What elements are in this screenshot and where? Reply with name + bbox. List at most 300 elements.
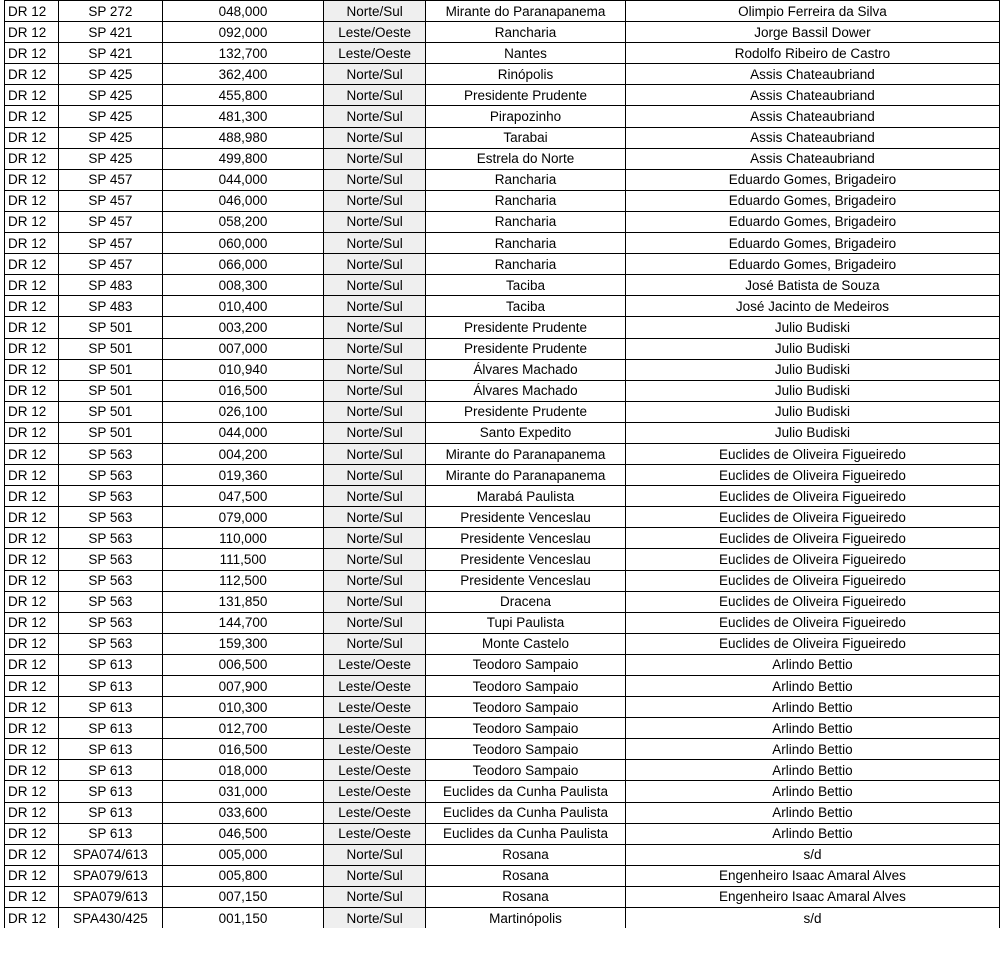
direction-cell: Norte/Sul: [324, 338, 426, 359]
table-row: [5, 338, 1000, 359]
km-cell: 131,850: [162, 591, 323, 612]
highway-cell: SP 613: [58, 654, 162, 675]
highway-cell: SP 501: [58, 338, 162, 359]
km-cell: 018,000: [162, 760, 323, 781]
municipality-cell: Taciba: [426, 296, 626, 317]
table-row: [5, 486, 1000, 507]
district-cell: DR 12: [5, 169, 59, 190]
table-row: [5, 739, 1000, 760]
municipality-cell: Taciba: [426, 275, 626, 296]
km-cell: 005,000: [162, 844, 323, 865]
table-row: [5, 549, 1000, 570]
highway-cell: SP 563: [58, 443, 162, 464]
direction-cell: Leste/Oeste: [324, 697, 426, 718]
district-cell: DR 12: [5, 317, 59, 338]
road-name-cell: Julio Budiski: [625, 380, 999, 401]
municipality-cell: Presidente Venceslau: [426, 528, 626, 549]
table-row: [5, 676, 1000, 697]
district-cell: DR 12: [5, 676, 59, 697]
km-cell: 026,100: [162, 401, 323, 422]
municipality-cell: Rosana: [426, 844, 626, 865]
km-cell: 010,300: [162, 697, 323, 718]
road-name-cell: Assis Chateaubriand: [625, 106, 999, 127]
direction-cell: Norte/Sul: [324, 233, 426, 254]
road-name-cell: Julio Budiski: [625, 422, 999, 443]
direction-cell: Norte/Sul: [324, 443, 426, 464]
district-cell: DR 12: [5, 908, 59, 929]
district-cell: DR 12: [5, 781, 59, 802]
district-cell: DR 12: [5, 190, 59, 211]
km-cell: 046,000: [162, 190, 323, 211]
road-name-cell: Julio Budiski: [625, 317, 999, 338]
municipality-cell: Tupi Paulista: [426, 612, 626, 633]
road-name-cell: Euclides de Oliveira Figueiredo: [625, 633, 999, 654]
table-row: [5, 528, 1000, 549]
highway-cell: SP 457: [58, 211, 162, 232]
road-name-cell: Arlindo Bettio: [625, 823, 999, 844]
highway-cell: SP 457: [58, 190, 162, 211]
municipality-cell: Dracena: [426, 591, 626, 612]
road-name-cell: Euclides de Oliveira Figueiredo: [625, 570, 999, 591]
highway-cell: SP 563: [58, 570, 162, 591]
direction-cell: Leste/Oeste: [324, 739, 426, 760]
municipality-cell: Santo Expedito: [426, 422, 626, 443]
district-cell: DR 12: [5, 465, 59, 486]
table-row: [5, 781, 1000, 802]
highway-cell: SP 425: [58, 85, 162, 106]
road-name-cell: Julio Budiski: [625, 338, 999, 359]
table-row: [5, 443, 1000, 464]
municipality-cell: Mirante do Paranapanema: [426, 465, 626, 486]
district-cell: DR 12: [5, 338, 59, 359]
km-cell: 007,900: [162, 676, 323, 697]
km-cell: 362,400: [162, 64, 323, 85]
district-cell: DR 12: [5, 22, 59, 43]
municipality-cell: Monte Castelo: [426, 633, 626, 654]
km-cell: 481,300: [162, 106, 323, 127]
km-cell: 455,800: [162, 85, 323, 106]
km-cell: 010,940: [162, 359, 323, 380]
district-cell: DR 12: [5, 633, 59, 654]
direction-cell: Norte/Sul: [324, 380, 426, 401]
district-cell: DR 12: [5, 570, 59, 591]
district-cell: DR 12: [5, 127, 59, 148]
direction-cell: Norte/Sul: [324, 612, 426, 633]
road-name-cell: s/d: [625, 844, 999, 865]
direction-cell: Norte/Sul: [324, 465, 426, 486]
district-cell: DR 12: [5, 823, 59, 844]
km-cell: 132,700: [162, 43, 323, 64]
road-name-cell: Arlindo Bettio: [625, 718, 999, 739]
municipality-cell: Presidente Prudente: [426, 401, 626, 422]
highway-cell: SP 483: [58, 275, 162, 296]
highway-cell: SPA079/613: [58, 865, 162, 886]
km-cell: 499,800: [162, 148, 323, 169]
highway-cell: SP 501: [58, 401, 162, 422]
highway-cell: SP 563: [58, 465, 162, 486]
road-name-cell: Euclides de Oliveira Figueiredo: [625, 486, 999, 507]
table-row: [5, 127, 1000, 148]
highway-cell: SP 563: [58, 507, 162, 528]
table-row: [5, 106, 1000, 127]
direction-cell: Leste/Oeste: [324, 676, 426, 697]
district-cell: DR 12: [5, 549, 59, 570]
table-row: [5, 233, 1000, 254]
road-name-cell: Julio Budiski: [625, 401, 999, 422]
district-cell: DR 12: [5, 844, 59, 865]
municipality-cell: Teodoro Sampaio: [426, 718, 626, 739]
direction-cell: Norte/Sul: [324, 570, 426, 591]
km-cell: 012,700: [162, 718, 323, 739]
municipality-cell: Rancharia: [426, 22, 626, 43]
district-cell: DR 12: [5, 1, 59, 22]
km-cell: 092,000: [162, 22, 323, 43]
highway-cell: SP 457: [58, 254, 162, 275]
km-cell: 004,200: [162, 443, 323, 464]
direction-cell: Norte/Sul: [324, 296, 426, 317]
municipality-cell: Rancharia: [426, 233, 626, 254]
table-row: [5, 570, 1000, 591]
municipality-cell: Álvares Machado: [426, 359, 626, 380]
road-name-cell: Assis Chateaubriand: [625, 148, 999, 169]
km-cell: 033,600: [162, 802, 323, 823]
district-cell: DR 12: [5, 211, 59, 232]
highway-cell: SP 501: [58, 422, 162, 443]
table-row: [5, 612, 1000, 633]
municipality-cell: Presidente Venceslau: [426, 507, 626, 528]
road-name-cell: José Batista de Souza: [625, 275, 999, 296]
road-name-cell: Arlindo Bettio: [625, 781, 999, 802]
table-row: [5, 1, 1000, 22]
direction-cell: Leste/Oeste: [324, 802, 426, 823]
table-row: [5, 190, 1000, 211]
highway-cell: SP 425: [58, 148, 162, 169]
highway-cell: SP 613: [58, 802, 162, 823]
km-cell: 046,500: [162, 823, 323, 844]
table-row: [5, 823, 1000, 844]
table-row: [5, 802, 1000, 823]
road-name-cell: Assis Chateaubriand: [625, 64, 999, 85]
road-name-cell: Rodolfo Ribeiro de Castro: [625, 43, 999, 64]
road-name-cell: Eduardo Gomes, Brigadeiro: [625, 169, 999, 190]
municipality-cell: Rancharia: [426, 211, 626, 232]
highway-cell: SP 457: [58, 233, 162, 254]
highway-cell: SP 425: [58, 106, 162, 127]
direction-cell: Norte/Sul: [324, 254, 426, 275]
direction-cell: Norte/Sul: [324, 169, 426, 190]
highway-cell: SP 563: [58, 486, 162, 507]
direction-cell: Norte/Sul: [324, 591, 426, 612]
highway-cell: SP 563: [58, 549, 162, 570]
district-cell: DR 12: [5, 106, 59, 127]
table-row: [5, 633, 1000, 654]
highway-cell: SP 425: [58, 64, 162, 85]
district-cell: DR 12: [5, 612, 59, 633]
table-row: [5, 148, 1000, 169]
district-cell: DR 12: [5, 528, 59, 549]
km-cell: 044,000: [162, 169, 323, 190]
direction-cell: Norte/Sul: [324, 64, 426, 85]
municipality-cell: Euclides da Cunha Paulista: [426, 781, 626, 802]
km-cell: 007,000: [162, 338, 323, 359]
district-cell: DR 12: [5, 296, 59, 317]
highway-cell: SP 613: [58, 739, 162, 760]
direction-cell: Norte/Sul: [324, 486, 426, 507]
direction-cell: Leste/Oeste: [324, 718, 426, 739]
km-cell: 031,000: [162, 781, 323, 802]
table-row: [5, 64, 1000, 85]
direction-cell: Norte/Sul: [324, 422, 426, 443]
km-cell: 079,000: [162, 507, 323, 528]
road-name-cell: Assis Chateaubriand: [625, 127, 999, 148]
municipality-cell: Rancharia: [426, 254, 626, 275]
table-row: [5, 865, 1000, 886]
district-cell: DR 12: [5, 275, 59, 296]
km-cell: 006,500: [162, 654, 323, 675]
table-row: [5, 401, 1000, 422]
direction-cell: Leste/Oeste: [324, 654, 426, 675]
road-name-cell: Engenheiro Isaac Amaral Alves: [625, 865, 999, 886]
km-cell: 001,150: [162, 908, 323, 929]
road-name-cell: Arlindo Bettio: [625, 760, 999, 781]
highway-location-table: [4, 0, 1000, 928]
municipality-cell: Presidente Venceslau: [426, 570, 626, 591]
district-cell: DR 12: [5, 802, 59, 823]
km-cell: 005,800: [162, 865, 323, 886]
road-name-cell: Euclides de Oliveira Figueiredo: [625, 465, 999, 486]
km-cell: 159,300: [162, 633, 323, 654]
road-name-cell: Julio Budiski: [625, 359, 999, 380]
direction-cell: Norte/Sul: [324, 908, 426, 929]
municipality-cell: Nantes: [426, 43, 626, 64]
municipality-cell: Presidente Prudente: [426, 338, 626, 359]
municipality-cell: Rinópolis: [426, 64, 626, 85]
km-cell: 010,400: [162, 296, 323, 317]
direction-cell: Norte/Sul: [324, 401, 426, 422]
road-name-cell: Euclides de Oliveira Figueiredo: [625, 612, 999, 633]
district-cell: DR 12: [5, 886, 59, 907]
municipality-cell: Presidente Prudente: [426, 85, 626, 106]
direction-cell: Norte/Sul: [324, 1, 426, 22]
km-cell: 008,300: [162, 275, 323, 296]
municipality-cell: Euclides da Cunha Paulista: [426, 823, 626, 844]
direction-cell: Norte/Sul: [324, 844, 426, 865]
municipality-cell: Euclides da Cunha Paulista: [426, 802, 626, 823]
municipality-cell: Teodoro Sampaio: [426, 676, 626, 697]
highway-cell: SPA430/425: [58, 908, 162, 929]
road-name-cell: Euclides de Oliveira Figueiredo: [625, 528, 999, 549]
district-cell: DR 12: [5, 486, 59, 507]
road-name-cell: Euclides de Oliveira Figueiredo: [625, 591, 999, 612]
municipality-cell: Teodoro Sampaio: [426, 654, 626, 675]
highway-cell: SP 613: [58, 781, 162, 802]
table-row: [5, 654, 1000, 675]
highway-cell: SP 563: [58, 528, 162, 549]
direction-cell: Norte/Sul: [324, 190, 426, 211]
district-cell: DR 12: [5, 422, 59, 443]
district-cell: DR 12: [5, 43, 59, 64]
road-name-cell: Jorge Bassil Dower: [625, 22, 999, 43]
district-cell: DR 12: [5, 148, 59, 169]
highway-cell: SP 613: [58, 697, 162, 718]
table-row: [5, 844, 1000, 865]
km-cell: 003,200: [162, 317, 323, 338]
district-cell: DR 12: [5, 233, 59, 254]
road-name-cell: Arlindo Bettio: [625, 697, 999, 718]
table-row: [5, 275, 1000, 296]
highway-cell: SP 501: [58, 317, 162, 338]
district-cell: DR 12: [5, 718, 59, 739]
table-row: [5, 697, 1000, 718]
km-cell: 019,360: [162, 465, 323, 486]
table-row: [5, 317, 1000, 338]
km-cell: 016,500: [162, 739, 323, 760]
direction-cell: Norte/Sul: [324, 865, 426, 886]
municipality-cell: Mirante do Paranapanema: [426, 1, 626, 22]
highway-cell: SP 501: [58, 359, 162, 380]
table-row: [5, 422, 1000, 443]
road-name-cell: Olimpio Ferreira da Silva: [625, 1, 999, 22]
district-cell: DR 12: [5, 85, 59, 106]
highway-cell: SP 483: [58, 296, 162, 317]
highway-cell: SP 613: [58, 823, 162, 844]
municipality-cell: Rancharia: [426, 169, 626, 190]
district-cell: DR 12: [5, 865, 59, 886]
road-name-cell: Eduardo Gomes, Brigadeiro: [625, 190, 999, 211]
km-cell: 112,500: [162, 570, 323, 591]
table-row: [5, 718, 1000, 739]
road-name-cell: Arlindo Bettio: [625, 654, 999, 675]
table-row: [5, 380, 1000, 401]
municipality-cell: Teodoro Sampaio: [426, 760, 626, 781]
direction-cell: Leste/Oeste: [324, 760, 426, 781]
municipality-cell: Mirante do Paranapanema: [426, 443, 626, 464]
district-cell: DR 12: [5, 697, 59, 718]
road-name-cell: Arlindo Bettio: [625, 802, 999, 823]
table-row: [5, 359, 1000, 380]
km-cell: 066,000: [162, 254, 323, 275]
highway-cell: SP 613: [58, 676, 162, 697]
km-cell: 111,500: [162, 549, 323, 570]
road-name-cell: Euclides de Oliveira Figueiredo: [625, 507, 999, 528]
table-row: [5, 908, 1000, 929]
km-cell: 047,500: [162, 486, 323, 507]
municipality-cell: Marabá Paulista: [426, 486, 626, 507]
direction-cell: Norte/Sul: [324, 507, 426, 528]
highway-cell: SP 563: [58, 591, 162, 612]
direction-cell: Norte/Sul: [324, 211, 426, 232]
district-cell: DR 12: [5, 760, 59, 781]
table-row: [5, 296, 1000, 317]
table-row: [5, 211, 1000, 232]
km-cell: 488,980: [162, 127, 323, 148]
district-cell: DR 12: [5, 401, 59, 422]
direction-cell: Norte/Sul: [324, 317, 426, 338]
road-name-cell: José Jacinto de Medeiros: [625, 296, 999, 317]
road-name-cell: Eduardo Gomes, Brigadeiro: [625, 211, 999, 232]
table-row: [5, 22, 1000, 43]
road-name-cell: Arlindo Bettio: [625, 676, 999, 697]
highway-cell: SPA074/613: [58, 844, 162, 865]
municipality-cell: Rosana: [426, 886, 626, 907]
km-cell: 144,700: [162, 612, 323, 633]
road-name-cell: s/d: [625, 908, 999, 929]
highway-cell: SP 421: [58, 43, 162, 64]
km-cell: 007,150: [162, 886, 323, 907]
direction-cell: Norte/Sul: [324, 886, 426, 907]
highway-cell: SP 272: [58, 1, 162, 22]
district-cell: DR 12: [5, 359, 59, 380]
direction-cell: Norte/Sul: [324, 275, 426, 296]
table-row: [5, 169, 1000, 190]
road-name-cell: Eduardo Gomes, Brigadeiro: [625, 254, 999, 275]
km-cell: 016,500: [162, 380, 323, 401]
table-body: [5, 1, 1000, 929]
direction-cell: Norte/Sul: [324, 528, 426, 549]
district-cell: DR 12: [5, 380, 59, 401]
municipality-cell: Presidente Prudente: [426, 317, 626, 338]
direction-cell: Norte/Sul: [324, 106, 426, 127]
direction-cell: Norte/Sul: [324, 127, 426, 148]
district-cell: DR 12: [5, 443, 59, 464]
district-cell: DR 12: [5, 591, 59, 612]
direction-cell: Leste/Oeste: [324, 781, 426, 802]
road-name-cell: Arlindo Bettio: [625, 739, 999, 760]
road-name-cell: Assis Chateaubriand: [625, 85, 999, 106]
road-name-cell: Euclides de Oliveira Figueiredo: [625, 549, 999, 570]
municipality-cell: Rancharia: [426, 190, 626, 211]
km-cell: 058,200: [162, 211, 323, 232]
municipality-cell: Rosana: [426, 865, 626, 886]
road-name-cell: Engenheiro Isaac Amaral Alves: [625, 886, 999, 907]
direction-cell: Leste/Oeste: [324, 22, 426, 43]
table-row: [5, 254, 1000, 275]
municipality-cell: Teodoro Sampaio: [426, 739, 626, 760]
table-row: [5, 507, 1000, 528]
municipality-cell: Teodoro Sampaio: [426, 697, 626, 718]
direction-cell: Leste/Oeste: [324, 43, 426, 64]
road-name-cell: Euclides de Oliveira Figueiredo: [625, 443, 999, 464]
highway-cell: SP 457: [58, 169, 162, 190]
table-row: [5, 760, 1000, 781]
municipality-cell: Pirapozinho: [426, 106, 626, 127]
direction-cell: Norte/Sul: [324, 148, 426, 169]
municipality-cell: Martinópolis: [426, 908, 626, 929]
table-row: [5, 85, 1000, 106]
direction-cell: Norte/Sul: [324, 359, 426, 380]
km-cell: 060,000: [162, 233, 323, 254]
highway-cell: SPA079/613: [58, 886, 162, 907]
municipality-cell: Álvares Machado: [426, 380, 626, 401]
table-row: [5, 591, 1000, 612]
direction-cell: Norte/Sul: [324, 549, 426, 570]
highway-cell: SP 425: [58, 127, 162, 148]
municipality-cell: Tarabai: [426, 127, 626, 148]
direction-cell: Norte/Sul: [324, 85, 426, 106]
road-name-cell: Eduardo Gomes, Brigadeiro: [625, 233, 999, 254]
district-cell: DR 12: [5, 64, 59, 85]
table-row: [5, 43, 1000, 64]
district-cell: DR 12: [5, 739, 59, 760]
direction-cell: Norte/Sul: [324, 633, 426, 654]
table-row: [5, 886, 1000, 907]
highway-cell: SP 421: [58, 22, 162, 43]
municipality-cell: Estrela do Norte: [426, 148, 626, 169]
table-row: [5, 465, 1000, 486]
km-cell: 044,000: [162, 422, 323, 443]
km-cell: 048,000: [162, 1, 323, 22]
highway-cell: SP 563: [58, 612, 162, 633]
